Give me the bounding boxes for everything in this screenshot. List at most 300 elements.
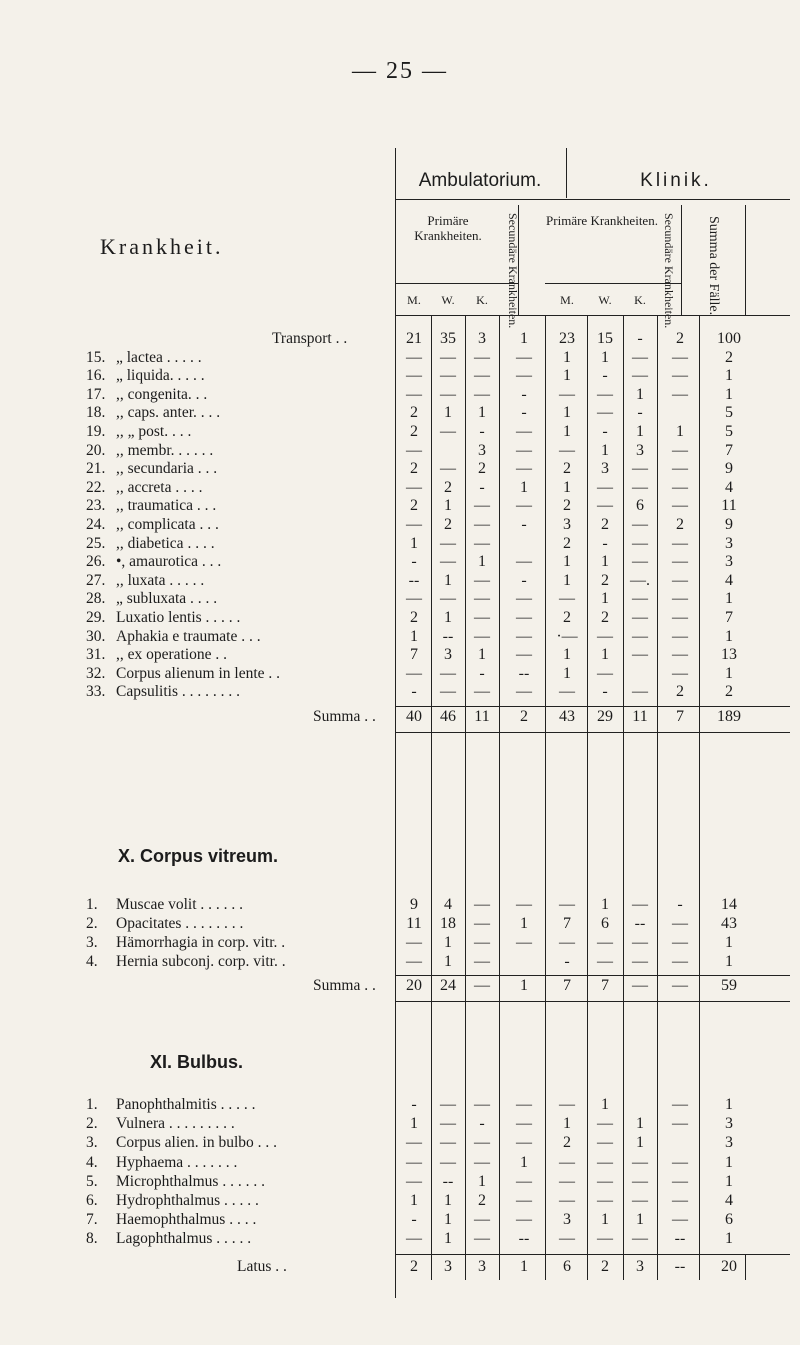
table-cell: — (672, 1211, 688, 1229)
rule (657, 1254, 658, 1280)
summa-cell: 7 (676, 708, 684, 725)
table-cell: 2 (676, 330, 684, 347)
table-cell: - (602, 534, 608, 552)
table-cell: 1 (725, 1230, 733, 1248)
table-cell: — (672, 1153, 688, 1171)
table-cell: — (632, 590, 648, 608)
summa-cell: 29 (597, 708, 613, 725)
table-cell: 1 (725, 953, 733, 970)
table-cell: 3 (725, 1134, 733, 1152)
table-cell: 18 (440, 915, 456, 932)
rule (623, 732, 624, 1003)
table-cell: —. (630, 571, 650, 589)
summa-cell: 1 (520, 977, 528, 994)
row-label: „ liquida. . . . . (116, 367, 205, 385)
table-cell: - (479, 664, 485, 682)
table-cell: — (440, 1134, 456, 1152)
table-cell: 2 (601, 516, 609, 533)
table-cell: — (474, 348, 490, 366)
rule (499, 316, 500, 736)
table-cell: 1 (410, 627, 418, 645)
table-cell: 3 (725, 534, 733, 552)
row-label: Hyphaema . . . . . . . (116, 1153, 238, 1171)
table-cell: — (516, 896, 532, 913)
header-m-kli: M. (560, 293, 574, 307)
table-cell: — (632, 627, 648, 645)
header-primaere-klinik: Primäre Krankheiten. (546, 213, 658, 228)
rule (545, 316, 546, 736)
summa-cell: 2 (520, 708, 528, 725)
table-cell: — (406, 516, 422, 533)
rule (657, 1001, 658, 1254)
table-cell: - (564, 953, 570, 970)
table-cell: — (559, 683, 575, 701)
row-number: 2. (86, 1115, 98, 1133)
row-number: 24. (86, 516, 106, 533)
table-cell: — (672, 497, 688, 515)
table-cell: — (632, 460, 648, 478)
row-number: 33. (86, 683, 106, 701)
table-cell: 23 (559, 330, 575, 347)
table-cell: 1 (725, 385, 733, 403)
table-cell: 1 (563, 404, 571, 422)
page-number: — 25 — (352, 58, 448, 84)
row-number: 30. (86, 627, 106, 645)
latus-cell: -- (674, 1257, 686, 1275)
table-cell: — (406, 934, 422, 951)
row-label: Capsulitis . . . . . . . . (116, 683, 241, 701)
table-cell: 1 (725, 934, 733, 951)
table-cell: 11 (721, 497, 737, 515)
row-number: 7. (86, 1211, 98, 1229)
table-cell: 1 (444, 571, 452, 589)
table-cell: 1 (636, 423, 644, 440)
table-cell: — (632, 646, 648, 664)
rule (623, 1001, 624, 1254)
table-cell: 2 (410, 404, 418, 422)
table-cell: — (672, 478, 688, 496)
table-cell: — (597, 627, 613, 645)
table-cell: — (516, 423, 532, 440)
table-cell: — (672, 953, 688, 970)
table-cell: 3 (563, 516, 571, 533)
table-cell: 1 (478, 1172, 486, 1190)
table-cell: — (632, 478, 648, 496)
rule (395, 732, 790, 733)
table-cell: — (672, 348, 688, 366)
table-cell: — (559, 385, 575, 403)
table-cell: — (406, 478, 422, 496)
row-label: Aphakia e traumate . . . (116, 627, 261, 645)
header-secundaere-ambulatorium: Secundäre Krankheiten. (506, 213, 520, 329)
table-cell: - (411, 1211, 417, 1229)
table-cell: 2 (725, 348, 733, 366)
table-cell: — (672, 609, 688, 626)
latus-cell: 3 (478, 1257, 486, 1275)
table-cell: 13 (721, 646, 737, 664)
table-cell: — (474, 385, 490, 403)
row-label: ,, membr. . . . . . (116, 441, 214, 459)
table-cell: — (516, 553, 532, 571)
rule (657, 316, 658, 736)
row-number: 5. (86, 1172, 98, 1190)
table-cell: — (672, 1192, 688, 1209)
row-label: ,, diabetica . . . . (116, 534, 215, 552)
summa-cell: 20 (406, 977, 422, 994)
table-cell: — (440, 460, 456, 478)
row-label: „ subluxata . . . . (116, 590, 218, 608)
table-cell: — (440, 1115, 456, 1133)
table-cell: — (672, 646, 688, 664)
table-cell: 1 (601, 553, 609, 571)
table-cell: — (559, 1096, 575, 1113)
table-cell: — (672, 934, 688, 951)
rule (431, 316, 432, 736)
table-cell: — (516, 1115, 532, 1133)
table-cell: 1 (725, 590, 733, 608)
table-cell: — (672, 1172, 688, 1190)
table-cell: — (516, 609, 532, 626)
table-cell: — (632, 1192, 648, 1209)
table-cell: 1 (563, 478, 571, 496)
table-cell: 2 (410, 423, 418, 440)
table-cell: — (516, 1211, 532, 1229)
table-cell: -- (674, 1230, 686, 1248)
table-cell: 1 (444, 1192, 452, 1209)
summa-cell: 59 (721, 977, 737, 994)
table-cell: — (632, 348, 648, 366)
row-label: ,, „ post. . . . (116, 423, 192, 440)
table-cell: 4 (725, 571, 733, 589)
table-cell: — (632, 1153, 648, 1171)
table-cell: 1 (725, 1172, 733, 1190)
table-cell: 1 (410, 1192, 418, 1209)
table-cell: 1 (563, 1115, 571, 1133)
table-cell: — (632, 553, 648, 571)
table-cell: 6 (725, 1211, 733, 1229)
table-cell: 3 (725, 1115, 733, 1133)
rule (699, 1001, 700, 1254)
table-cell: — (516, 627, 532, 645)
row-label: •, amaurotica . . . (116, 553, 222, 571)
table-cell: 1 (410, 1115, 418, 1133)
table-cell: — (597, 1153, 613, 1171)
summa-cell: 7 (563, 977, 571, 994)
table-cell: — (559, 896, 575, 913)
row-number: 20. (86, 441, 106, 459)
table-cell: 1 (520, 478, 528, 496)
table-cell: — (516, 683, 532, 701)
row-label: Transport . . (272, 330, 348, 347)
rule (518, 205, 519, 315)
row-label: ,, ex operatione . . (116, 646, 228, 664)
row-label: Hämorrhagia in corp. vitr. . (116, 934, 286, 951)
table-cell: — (440, 348, 456, 366)
summa-cell: — (672, 977, 688, 994)
latus-cell: 2 (601, 1257, 609, 1275)
latus-cell: 6 (563, 1257, 571, 1275)
table-cell: -- (518, 1230, 530, 1248)
row-label: Hernia subconj. corp. vitr. . (116, 953, 286, 970)
header-ambulatorium: Ambulatorium. (418, 170, 542, 191)
table-cell: 1 (478, 404, 486, 422)
row-number: 4. (86, 953, 98, 970)
table-cell: — (406, 664, 422, 682)
rule (499, 1001, 500, 1254)
table-cell: — (672, 385, 688, 403)
table-cell: 1 (725, 367, 733, 385)
row-number: 18. (86, 404, 106, 422)
table-cell: ·— (556, 627, 578, 645)
table-cell: 1 (601, 896, 609, 913)
table-cell: 3 (601, 460, 609, 478)
summa-label: Summa . . (313, 708, 376, 725)
rule (745, 205, 746, 315)
rule (395, 1254, 790, 1255)
table-cell: — (672, 460, 688, 478)
summa-cell: 40 (406, 708, 422, 725)
rule (587, 732, 588, 1003)
table-cell: 7 (725, 609, 733, 626)
row-number: 2. (86, 915, 98, 932)
table-cell: 1 (444, 953, 452, 970)
row-label: Haemophthalmus . . . . (116, 1211, 257, 1229)
latus-cell: 3 (444, 1257, 452, 1275)
table-cell: — (632, 609, 648, 626)
rule (681, 205, 682, 315)
table-cell: 1 (725, 627, 733, 645)
row-label: Panophthalmitis . . . . . (116, 1096, 256, 1113)
row-number: 32. (86, 664, 106, 682)
row-label: ,, congenita. . . (116, 385, 208, 403)
table-cell: — (516, 646, 532, 664)
row-number: 22. (86, 478, 106, 496)
row-label: Opacitates . . . . . . . . (116, 915, 244, 932)
header-m-amb: M. (407, 293, 421, 307)
table-cell: — (516, 1134, 532, 1152)
table-cell: 11 (406, 915, 422, 932)
table-cell: — (559, 441, 575, 459)
table-cell: — (516, 460, 532, 478)
summa-cell: 7 (601, 977, 609, 994)
table-cell: -- (518, 664, 530, 682)
rule (587, 1001, 588, 1254)
table-cell: — (440, 590, 456, 608)
table-cell: 1 (444, 497, 452, 515)
latus-label: Latus . . (237, 1257, 287, 1275)
row-label: Vulnera . . . . . . . . . (116, 1115, 235, 1133)
table-cell: 100 (717, 330, 741, 347)
summa-cell: 24 (440, 977, 456, 994)
rule (545, 732, 546, 1003)
table-cell: — (516, 590, 532, 608)
table-cell: — (632, 953, 648, 970)
rule (566, 148, 567, 198)
table-cell: - (521, 404, 527, 422)
row-number: 6. (86, 1192, 98, 1209)
table-cell: 9 (725, 516, 733, 533)
rule (465, 1001, 466, 1254)
table-cell: - (479, 423, 485, 440)
row-label: ,, secundaria . . . (116, 460, 218, 478)
table-cell: 2 (410, 609, 418, 626)
table-cell: 2 (444, 516, 452, 533)
header-secundaere-klinik: Secundäre Krankheiten. (662, 213, 676, 329)
table-cell: - (521, 385, 527, 403)
table-cell: 1 (725, 664, 733, 682)
header-k-kli: K. (634, 293, 646, 307)
table-cell: — (474, 896, 490, 913)
row-label: Corpus alienum in lente . . (116, 664, 281, 682)
table-cell: 1 (444, 609, 452, 626)
row-number: 31. (86, 646, 106, 664)
rule (587, 316, 588, 736)
row-number: 29. (86, 609, 106, 626)
row-label: ,, luxata . . . . . (116, 571, 205, 589)
table-cell: — (597, 1172, 613, 1190)
row-number: 3. (86, 1134, 98, 1152)
table-cell: - (411, 553, 417, 571)
table-cell: — (474, 627, 490, 645)
table-cell: 7 (725, 441, 733, 459)
table-cell: — (672, 553, 688, 571)
table-cell: 9 (725, 460, 733, 478)
header-klinik: Klinik. (640, 170, 712, 191)
table-cell: — (440, 534, 456, 552)
rule (657, 732, 658, 1003)
table-cell: — (440, 367, 456, 385)
table-cell: - (521, 571, 527, 589)
row-label: „ lactea . . . . . (116, 348, 202, 366)
rule (395, 283, 519, 284)
table-cell: - (411, 683, 417, 701)
table-cell: — (440, 423, 456, 440)
table-cell: - (521, 516, 527, 533)
table-cell: — (672, 441, 688, 459)
table-cell: — (672, 367, 688, 385)
rule (395, 148, 396, 1298)
table-cell: — (440, 553, 456, 571)
table-cell: — (406, 590, 422, 608)
table-cell: — (406, 953, 422, 970)
table-cell: 1 (410, 534, 418, 552)
row-number: 8. (86, 1230, 98, 1248)
table-cell: 1 (520, 1153, 528, 1171)
table-cell: - (411, 1096, 417, 1113)
table-cell: — (406, 1230, 422, 1248)
table-cell: — (406, 367, 422, 385)
table-cell: — (440, 1096, 456, 1113)
row-label: ,, caps. anter. . . . (116, 404, 221, 422)
row-label: ,, traumatica . . . (116, 497, 217, 515)
table-cell: — (440, 1153, 456, 1171)
table-cell: 14 (721, 896, 737, 913)
row-number: 27. (86, 571, 106, 589)
header-w-kli: W. (598, 293, 612, 307)
summa-cell: — (632, 977, 648, 994)
table-cell: — (559, 590, 575, 608)
table-cell: 1 (601, 590, 609, 608)
table-cell: 2 (563, 1134, 571, 1152)
table-cell: — (597, 664, 613, 682)
table-cell: 1 (444, 1230, 452, 1248)
table-cell: 1 (636, 1211, 644, 1229)
rule (699, 732, 700, 1003)
rule (623, 316, 624, 736)
table-cell: 2 (478, 460, 486, 478)
table-cell: — (597, 1134, 613, 1152)
latus-cell: 3 (636, 1257, 644, 1275)
rule (395, 706, 790, 707)
table-cell: 43 (721, 915, 737, 932)
table-cell: 1 (601, 348, 609, 366)
header-krankheit: Krankheit. (100, 234, 224, 259)
table-cell: -- (442, 627, 454, 645)
table-cell: — (632, 896, 648, 913)
table-cell: 2 (478, 1192, 486, 1209)
table-cell: 6 (636, 497, 644, 515)
table-cell: — (440, 385, 456, 403)
latus-cell: 1 (520, 1257, 528, 1275)
table-cell: -- (408, 571, 420, 589)
table-cell: — (559, 1192, 575, 1209)
table-cell: — (632, 1172, 648, 1190)
table-cell: — (559, 934, 575, 951)
table-cell: — (672, 664, 688, 682)
table-cell: -- (634, 915, 646, 932)
table-cell: — (632, 934, 648, 951)
table-cell: 4 (725, 478, 733, 496)
table-cell: — (672, 1096, 688, 1113)
table-cell: 1 (601, 441, 609, 459)
rule (465, 732, 466, 1003)
table-cell: — (516, 1096, 532, 1113)
header-summa: Summa der Fälle. (706, 216, 721, 316)
table-cell: 4 (725, 1192, 733, 1209)
latus-cell: 20 (721, 1257, 737, 1275)
table-cell: 2 (563, 497, 571, 515)
table-cell: — (516, 1192, 532, 1209)
row-number: 23. (86, 497, 106, 515)
table-cell: — (597, 953, 613, 970)
table-cell: 15 (597, 330, 613, 347)
table-cell: — (632, 1230, 648, 1248)
table-cell: — (440, 664, 456, 682)
table-cell: - (479, 1115, 485, 1133)
table-cell: 1 (563, 348, 571, 366)
table-cell: - (637, 404, 643, 422)
table-cell: 1 (601, 1096, 609, 1113)
table-cell: - (602, 367, 608, 385)
row-number: 16. (86, 367, 106, 385)
table-cell: 2 (676, 683, 684, 701)
rule (465, 316, 466, 736)
table-cell: 1 (444, 1211, 452, 1229)
table-cell: — (406, 385, 422, 403)
table-cell: — (597, 478, 613, 496)
row-number: 15. (86, 348, 106, 366)
rule (395, 975, 790, 976)
rule (545, 1001, 546, 1254)
table-cell: - (602, 683, 608, 701)
table-cell: — (597, 497, 613, 515)
table-cell: 1 (520, 330, 528, 347)
summa-cell: 11 (474, 708, 490, 725)
row-label: ,, complicata . . . (116, 516, 219, 533)
table-cell: 2 (563, 609, 571, 626)
table-cell: 1 (478, 646, 486, 664)
table-cell: — (406, 441, 422, 459)
